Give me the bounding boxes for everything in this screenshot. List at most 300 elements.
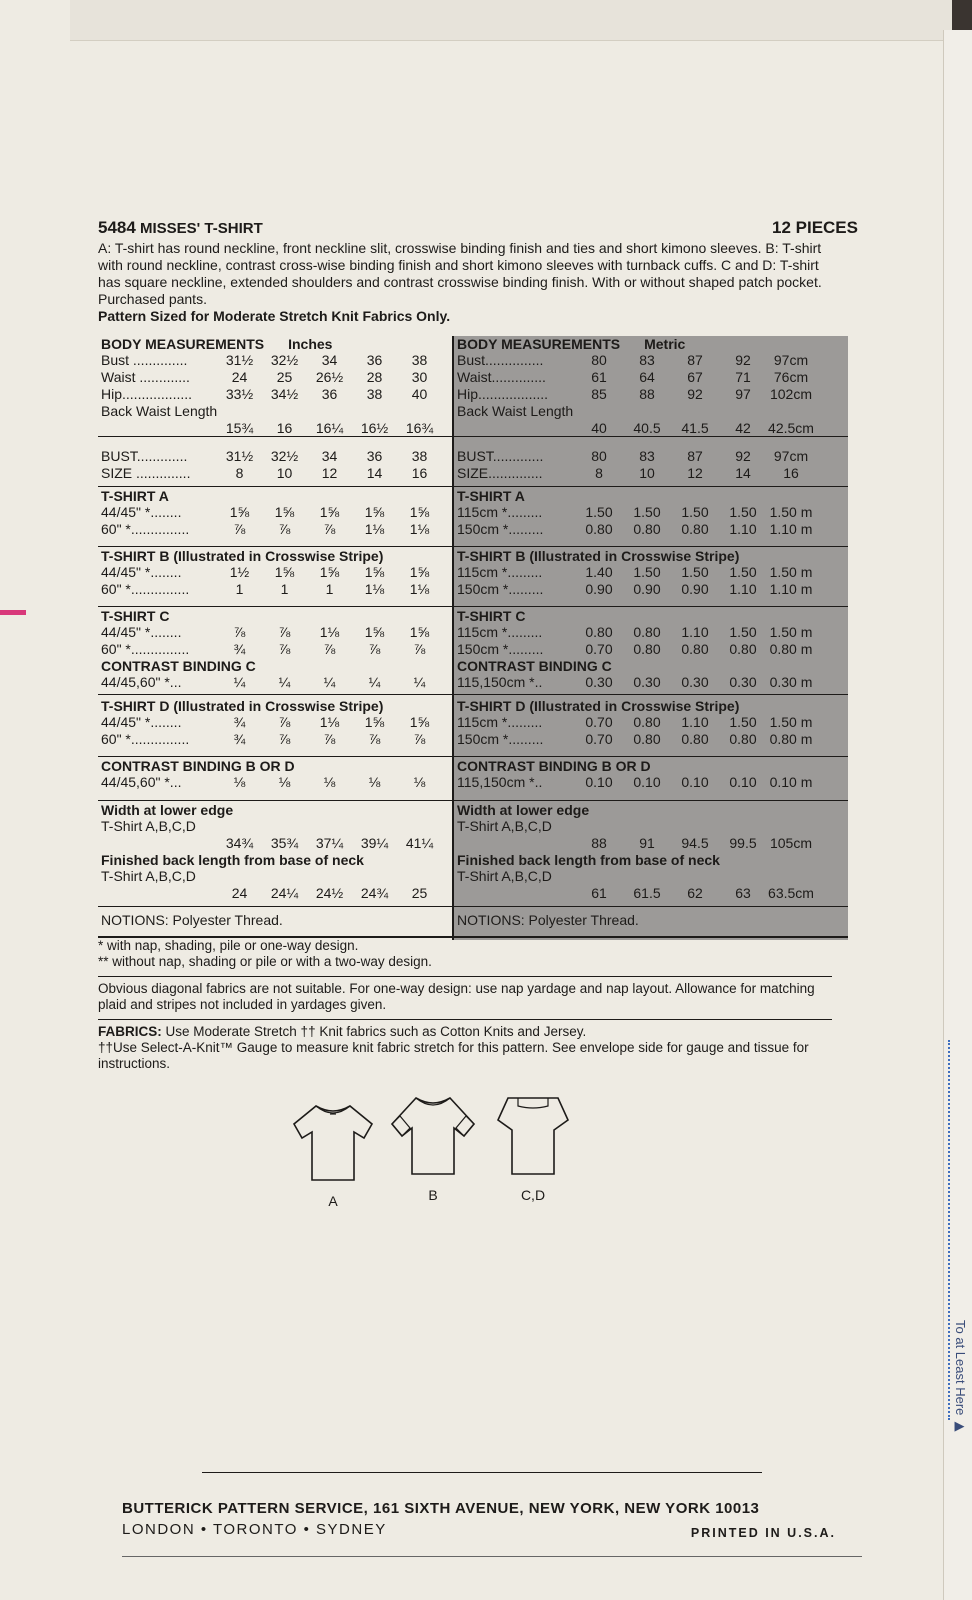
- metric-fbl-title: [454, 852, 848, 868]
- inches-a-title: [98, 488, 452, 504]
- inches-bust-value: 32½: [270, 352, 299, 368]
- metric-width-value: 94.5: [681, 835, 709, 851]
- inches-fbl-value: 24¼: [270, 885, 299, 901]
- metric-bust2-value: 92: [735, 448, 751, 464]
- footer-rule: [202, 1472, 762, 1473]
- inches-bust2-value: 31½: [225, 448, 254, 464]
- fabrics-text: Use Moderate Stretch †† Knit fabrics such as Cotton Knits and Jersey.: [161, 1024, 587, 1039]
- inches-b-r2-value: 1⅛: [409, 581, 430, 597]
- metric-d-r1-value: 0.70: [585, 714, 613, 730]
- metric-block-cbbd: [454, 758, 848, 801]
- inches-a-r2-value: ⅞: [233, 521, 246, 537]
- metric-row-bust2: [454, 448, 848, 465]
- inches-row-spacer: [98, 420, 217, 437]
- metric-a-r1-value: 1.50: [729, 504, 757, 520]
- metric-a-r1-value: 1.50 m: [769, 504, 813, 520]
- metric-c-r2-value: 0.70: [585, 641, 613, 657]
- inches-cbc-title: [98, 658, 452, 674]
- metric-table: [454, 336, 848, 940]
- metric-b-r1-value: 1.50: [681, 564, 709, 580]
- inches-cbbd-r1-value: ⅛: [323, 774, 336, 790]
- inches-row-d-r2: [98, 731, 452, 748]
- metric-block-size: [454, 448, 848, 487]
- inches-size-value: 16: [411, 465, 428, 481]
- gauge-note: ††Use Select-A-Knit™ Gauge to measure knit fabric stretch for this pattern. See envelope side for gauge and tissue for instructions.: [98, 1040, 809, 1071]
- metric-row-size: [454, 465, 848, 482]
- metric-row-cbc-r1: [454, 674, 848, 691]
- inches-bust2-value: 32½: [270, 448, 299, 464]
- inches-hip-label: Hip..................: [101, 386, 193, 402]
- metric-b-r2-value: 1.10: [729, 581, 757, 597]
- metric-width-title-text: Width at lower edge: [457, 802, 590, 818]
- inches-row-b-r1: [98, 564, 452, 581]
- inches-c-r1-value: ⅞: [278, 624, 291, 640]
- metric-unit-label: Metric: [644, 336, 686, 352]
- metric-b-r2-value: 0.90: [585, 581, 613, 597]
- inches-block-body: [98, 336, 452, 437]
- inches-row-c-r1: [98, 624, 452, 641]
- metric-hip-value: 92: [687, 386, 703, 402]
- metric-row-d-r2: [454, 731, 848, 748]
- inches-d-r2-value: ⅞: [323, 731, 336, 747]
- piece-count: 12 PIECES: [772, 218, 858, 237]
- metric-block-body: [454, 336, 848, 437]
- metric-size-label: SIZE..............: [457, 465, 543, 481]
- inches-a-r2-value: 1⅛: [409, 521, 430, 537]
- metric-b-r1-value: 1.50: [633, 564, 661, 580]
- metric-a-r1-value: 1.50: [633, 504, 661, 520]
- inches-width-value: 41¼: [405, 835, 434, 851]
- sketch-a-label: A: [328, 1193, 338, 1209]
- metric-width-value: 91: [639, 835, 655, 851]
- metric-a-r2-value: 1.10: [729, 521, 757, 537]
- metric-a-r2-value: 0.80: [585, 521, 613, 537]
- metric-cbbd-title: [454, 758, 848, 774]
- inches-fbl-value: 24¾: [360, 885, 389, 901]
- metric-b-r1-value: 1.50: [729, 564, 757, 580]
- metric-a-r1-value: 1.50: [681, 504, 709, 520]
- sketch-b-label: B: [428, 1187, 438, 1203]
- side-guide-text: To at Least Here ▶: [953, 1320, 968, 1434]
- printed-in: PRINTED IN U.S.A.: [690, 1526, 836, 1540]
- metric-c-r1-value: 1.50 m: [769, 624, 813, 640]
- metric-waist-value: 76cm: [773, 369, 809, 385]
- metric-b-r1-value: 1.40: [585, 564, 613, 580]
- inches-bwl-value: 15¾: [225, 420, 254, 436]
- inches-d-title: [98, 698, 452, 714]
- inches-fbl-sub: [98, 868, 452, 885]
- metric-waist-value: 64: [639, 369, 655, 385]
- pattern-title: MISSES' T-SHIRT: [140, 220, 263, 237]
- metric-row-b-r1: [454, 564, 848, 581]
- inches-block-c: [98, 608, 452, 695]
- metric-d-r1-value: 1.50: [729, 714, 757, 730]
- inches-cbc-r1-label: 44/45,60" *...: [101, 674, 182, 690]
- metric-cbc-title-text: CONTRAST BINDING C: [457, 658, 612, 674]
- inches-d-r2-value: ⅞: [368, 731, 381, 747]
- inches-cbbd-r1-value: ⅛: [233, 774, 246, 790]
- metric-a-r2-value: 0.80: [633, 521, 661, 537]
- inches-cbbd-r1-label: 44/45,60" *...: [101, 774, 182, 790]
- inches-cbc-r1-value: ¼: [233, 674, 246, 690]
- inches-d-r1-value: 1⅛: [319, 714, 340, 730]
- inches-b-title: [98, 548, 452, 564]
- metric-d-title-text: T-SHIRT D (Illustrated in Crosswise Stripe): [457, 698, 740, 714]
- metric-hip-value: 88: [639, 386, 655, 402]
- metric-hip-value: 97: [735, 386, 751, 402]
- tshirt-cd-icon: [488, 1090, 578, 1180]
- metric-row-a-r1: [454, 504, 848, 521]
- metric-c-title-text: T-SHIRT C: [457, 608, 526, 624]
- metric-d-r2-value: 0.80: [729, 731, 757, 747]
- inches-row-spacer: [98, 835, 217, 852]
- inches-d-r1-value: ⅞: [278, 714, 291, 730]
- inches-cbc-r1-value: ¼: [413, 674, 426, 690]
- inches-b-r2-value: 1: [280, 581, 289, 597]
- inches-size-value: 8: [235, 465, 244, 481]
- metric-notions: [454, 908, 848, 928]
- inches-c-r1-value: 1⅝: [409, 624, 430, 640]
- metric-cbc-r1-value: 0.30: [585, 674, 613, 690]
- inches-block-b: [98, 548, 452, 607]
- metric-cbbd-r1-label: 115,150cm *..: [457, 774, 543, 790]
- metric-cbc-title: [454, 658, 848, 674]
- inches-d-r1-value: ¾: [233, 714, 246, 730]
- inches-fbl-value: 25: [411, 885, 428, 901]
- inches-heading-text: BODY MEASUREMENTS: [101, 336, 265, 352]
- metric-b-r2-label: 150cm *.........: [457, 581, 544, 597]
- inches-c-r1-value: ⅞: [233, 624, 246, 640]
- metric-block-b: [454, 548, 848, 607]
- inches-c-r2-value: ⅞: [323, 641, 336, 657]
- inches-a-r2-value: 1⅛: [364, 521, 385, 537]
- diagonal-note: Obvious diagonal fabrics are not suitable. For one-way design: use nap yardage and nap layout. Allowance for matching plaid and stripes not included in yardages given.: [98, 981, 815, 1012]
- metric-a-r2-value: 1.10 m: [769, 521, 813, 537]
- metric-bust2-value: 83: [639, 448, 655, 464]
- metric-b-r2-value: 1.10 m: [769, 581, 813, 597]
- inches-width-value: 37¼: [315, 835, 344, 851]
- metric-width-value: 99.5: [729, 835, 757, 851]
- metric-row-spacer: [454, 835, 575, 852]
- inches-b-title-text: T-SHIRT B (Illustrated in Crosswise Stripe): [101, 548, 384, 564]
- inches-size-label: SIZE ..............: [101, 465, 191, 481]
- inches-bust2-value: 36: [366, 448, 383, 464]
- inches-b-r1-label: 44/45" *........: [101, 564, 182, 580]
- metric-row-hip: [454, 386, 848, 403]
- fabrics-note: [98, 1024, 858, 1040]
- metric-cbbd-r1-value: 0.10: [729, 774, 757, 790]
- metric-bust-value: 92: [735, 352, 751, 368]
- metric-row-waist: [454, 369, 848, 386]
- metric-a-r2-value: 0.80: [681, 521, 709, 537]
- footer-bottom-rule: [122, 1556, 862, 1557]
- metric-d-r2-value: 0.80: [681, 731, 709, 747]
- metric-d-title: [454, 698, 848, 714]
- metric-block-d: [454, 698, 848, 757]
- metric-c-r2-value: 0.80: [681, 641, 709, 657]
- metric-bust-label: Bust...............: [457, 352, 544, 368]
- metric-bwl-value: 42.5cm: [768, 420, 814, 436]
- inches-c-r2-value: ¾: [233, 641, 246, 657]
- inches-size-value: 10: [276, 465, 293, 481]
- metric-fbl-sub: [454, 868, 848, 885]
- metric-a-title-text: T-SHIRT A: [457, 488, 525, 504]
- metric-c-r2-value: 0.80: [633, 641, 661, 657]
- metric-notions-text: NOTIONS: Polyester Thread.: [457, 912, 639, 928]
- inches-a-r1-value: 1⅝: [319, 504, 340, 520]
- metric-block-c: [454, 608, 848, 695]
- metric-bust-value: 97cm: [773, 352, 809, 368]
- metric-heading: [454, 336, 848, 352]
- inches-row-c-r2: [98, 641, 452, 658]
- metric-cbbd-r1-value: 0.10: [585, 774, 613, 790]
- inches-b-r2-value: 1⅛: [364, 581, 385, 597]
- inches-a-r1-label: 44/45" *........: [101, 504, 182, 520]
- inches-size-value: 12: [321, 465, 338, 481]
- metric-width-sub-text: T-Shirt A,B,C,D: [457, 818, 552, 834]
- metric-row-cbbd-r1: [454, 774, 848, 791]
- inches-b-r1-value: 1⅝: [319, 564, 340, 580]
- metric-fbl-value: 61.5: [633, 885, 661, 901]
- inches-d-r1-value: 1⅝: [364, 714, 385, 730]
- publisher-cities: LONDON • TORONTO • SYDNEY: [122, 1521, 387, 1538]
- metric-waist-label: Waist..............: [457, 369, 546, 385]
- inches-row-d-r1: [98, 714, 452, 731]
- pink-mark: [0, 610, 26, 615]
- inches-bust2-value: 38: [411, 448, 428, 464]
- divider: [98, 1019, 832, 1020]
- inches-b-r1-value: 1½: [229, 564, 250, 580]
- inches-hip-value: 34½: [270, 386, 299, 402]
- inches-d-title-text: T-SHIRT D (Illustrated in Crosswise Stripe): [101, 698, 384, 714]
- inches-unit-label: Inches: [288, 336, 333, 352]
- metric-row-a-r2: [454, 521, 848, 538]
- inches-row-a-r1: [98, 504, 452, 521]
- metric-d-r1-value: 1.10: [681, 714, 709, 730]
- inches-a-title-text: T-SHIRT A: [101, 488, 169, 504]
- inches-bwl-label: [98, 403, 452, 420]
- inches-row-hip: [98, 386, 452, 403]
- inches-cbbd-r1-value: ⅛: [413, 774, 426, 790]
- envelope-flap: [70, 0, 952, 41]
- metric-block-notions: [454, 908, 848, 938]
- inches-row-cbbd-r1: [98, 774, 452, 791]
- tshirt-b-icon: [388, 1090, 478, 1180]
- metric-fbl-sub-text: T-Shirt A,B,C,D: [457, 868, 552, 884]
- metric-d-r1-label: 115cm *.........: [457, 714, 543, 730]
- tshirt-a-icon: [288, 1096, 378, 1186]
- inches-block-cbbd: [98, 758, 452, 801]
- sketch-b: [388, 1090, 478, 1203]
- metric-width-value: 105cm: [769, 835, 813, 851]
- metric-c-r1-label: 115cm *.........: [457, 624, 543, 640]
- inches-bwl-value: 16½: [360, 420, 389, 436]
- inches-fbl-value: 24½: [315, 885, 344, 901]
- metric-b-title: [454, 548, 848, 564]
- metric-c-r2-label: 150cm *.........: [457, 641, 544, 657]
- metric-width-value: 88: [591, 835, 607, 851]
- metric-a-r1-label: 115cm *.........: [457, 504, 543, 520]
- inches-bwl-value: 16¼: [315, 420, 344, 436]
- metric-hip-value: 85: [591, 386, 607, 402]
- inches-bwl-value: 16: [276, 420, 293, 436]
- inches-row-bust: [98, 352, 452, 369]
- metric-block-fin: [454, 802, 848, 907]
- metric-b-r2-value: 0.90: [681, 581, 709, 597]
- inches-a-r1-value: 1⅝: [364, 504, 385, 520]
- metric-d-r2-value: 0.80: [633, 731, 661, 747]
- inches-bust-value: 34: [321, 352, 338, 368]
- inches-row-size: [98, 465, 452, 482]
- metric-row-bwl: [454, 420, 848, 437]
- divider: [98, 976, 832, 977]
- inches-block-d: [98, 698, 452, 757]
- inches-d-r2-value: ⅞: [278, 731, 291, 747]
- metric-cbc-r1-value: 0.30: [681, 674, 709, 690]
- metric-d-r1-value: 1.50 m: [769, 714, 813, 730]
- inches-block-notions: [98, 908, 452, 938]
- metric-bust2-value: 87: [687, 448, 703, 464]
- pattern-title-group: [98, 218, 263, 238]
- metric-width-title: [454, 802, 848, 818]
- inches-waist-value: 24: [231, 369, 248, 385]
- inches-fbl-value: 24: [231, 885, 248, 901]
- metric-b-r1-value: 1.50 m: [769, 564, 813, 580]
- metric-d-r1-value: 0.80: [633, 714, 661, 730]
- inches-a-r2-value: ⅞: [323, 521, 336, 537]
- metric-c-title: [454, 608, 848, 624]
- metric-size-value: 12: [687, 465, 703, 481]
- inches-notions: [98, 908, 452, 928]
- metric-cbc-r1-value: 0.30: [633, 674, 661, 690]
- metric-heading-text: BODY MEASUREMENTS: [457, 336, 621, 352]
- inches-d-r2-value: ¾: [233, 731, 246, 747]
- metric-cbbd-r1-value: 0.10: [681, 774, 709, 790]
- inches-c-r2-value: ⅞: [413, 641, 426, 657]
- inches-width-title: [98, 802, 452, 818]
- pattern-header: [98, 218, 858, 238]
- inches-waist-label: Waist .............: [101, 369, 190, 385]
- inches-fbl-title: [98, 852, 452, 868]
- metric-cbc-r1-value: 0.30 m: [769, 674, 813, 690]
- inches-bwl-value: 16¾: [405, 420, 434, 436]
- metric-size-value: 14: [735, 465, 751, 481]
- sketch-cd-label: C,D: [520, 1187, 546, 1203]
- inches-c-title: [98, 608, 452, 624]
- inches-row-spacer: [98, 885, 217, 902]
- metric-size-value: 8: [595, 465, 603, 481]
- envelope-side-flap: [943, 30, 972, 1600]
- inches-bust-value: 38: [411, 352, 428, 368]
- inches-cbc-r1-value: ¼: [368, 674, 381, 690]
- metric-bust2-value: 97cm: [773, 448, 809, 464]
- metric-fbl-title-text: Finished back length from base of neck: [457, 852, 720, 868]
- inches-cbbd-r1-value: ⅛: [278, 774, 291, 790]
- inches-cbbd-title-text: CONTRAST BINDING B OR D: [101, 758, 295, 774]
- inches-c-title-text: T-SHIRT C: [101, 608, 170, 624]
- inches-block-a: [98, 488, 452, 547]
- inches-waist-value: 26½: [315, 369, 344, 385]
- inches-b-r2-label: 60" *...............: [101, 581, 190, 597]
- metric-bust2-label: BUST.............: [457, 448, 544, 464]
- inches-c-r2-label: 60" *...............: [101, 641, 190, 657]
- metric-a-r2-label: 150cm *.........: [457, 521, 544, 537]
- inches-cbc-r1-value: ¼: [323, 674, 336, 690]
- inches-hip-value: 36: [321, 386, 338, 402]
- inches-cbc-title-text: CONTRAST BINDING C: [101, 658, 256, 674]
- inches-bust2-value: 34: [321, 448, 338, 464]
- metric-size-value: 16: [783, 465, 799, 481]
- metric-cbc-r1-label: 115,150cm *..: [457, 674, 543, 690]
- metric-fbl-value: 63.5cm: [768, 885, 814, 901]
- nap-note: * with nap, shading, pile or one-way design.: [98, 938, 359, 953]
- inches-width-sub-text: T-Shirt A,B,C,D: [101, 818, 196, 834]
- description-text: A: T-shirt has round neckline, front neckline slit, crosswise binding finish and ties and short kimono sleeves. B: T-shirt with round neckline, contrast cross-wise binding finish and short kimono sleeves with turnback cuffs. C and D: T-shirt has square neckline, extended shoulders and contrast crosswise binding finish. With or without shaped patch pocket. Purchased pants.: [98, 240, 822, 307]
- sketch-cd: [488, 1090, 578, 1203]
- metric-row-c-r2: [454, 641, 848, 658]
- metric-c-r1-value: 1.10: [681, 624, 709, 640]
- inches-waist-value: 30: [411, 369, 428, 385]
- metric-d-r2-value: 0.80 m: [769, 731, 813, 747]
- metric-fbl-value: 61: [591, 885, 607, 901]
- inches-waist-value: 25: [276, 369, 293, 385]
- sketch-a: [288, 1096, 378, 1209]
- metric-cbbd-r1-value: 0.10 m: [769, 774, 813, 790]
- inches-table: [98, 336, 454, 940]
- inches-d-r2-label: 60" *...............: [101, 731, 190, 747]
- without-nap-note: ** without nap, shading or pile or with a two-way design.: [98, 954, 432, 969]
- inches-fbl-sub-text: T-Shirt A,B,C,D: [101, 868, 196, 884]
- inches-b-r1-value: 1⅝: [409, 564, 430, 580]
- inches-row-waist: [98, 369, 452, 386]
- metric-hip-label: Hip..................: [457, 386, 549, 402]
- fabrics-label: FABRICS:: [98, 1024, 162, 1039]
- metric-b-r1-label: 115cm *.........: [457, 564, 543, 580]
- inches-b-r1-value: 1⅝: [274, 564, 295, 580]
- inches-a-r1-value: 1⅝: [409, 504, 430, 520]
- metric-fbl-value: 62: [687, 885, 703, 901]
- metric-b-r2-value: 0.90: [633, 581, 661, 597]
- measurement-tables: [98, 336, 858, 940]
- inches-row-bwl: [98, 420, 452, 437]
- metric-fbl-value: 63: [735, 885, 751, 901]
- pattern-description: [98, 240, 838, 325]
- inches-heading: [98, 336, 452, 352]
- inches-width-value: 35¾: [270, 835, 299, 851]
- inches-b-r2-value: 1: [325, 581, 334, 597]
- metric-c-r2-value: 0.80: [729, 641, 757, 657]
- inches-width-value: 34¾: [225, 835, 254, 851]
- metric-d-r2-value: 0.70: [585, 731, 613, 747]
- inches-hip-value: 33½: [225, 386, 254, 402]
- metric-c-r1-value: 1.50: [729, 624, 757, 640]
- inches-d-r1-value: 1⅝: [409, 714, 430, 730]
- metric-b-title-text: T-SHIRT B (Illustrated in Crosswise Stripe): [457, 548, 740, 564]
- metric-bust-value: 83: [639, 352, 655, 368]
- inches-row-cbc-r1: [98, 674, 452, 691]
- inches-c-r1-label: 44/45" *........: [101, 624, 182, 640]
- inches-width-title-text: Width at lower edge: [101, 802, 234, 818]
- metric-c-r2-value: 0.80 m: [769, 641, 813, 657]
- inches-row-b-r2: [98, 581, 452, 598]
- inches-bust-value: 36: [366, 352, 383, 368]
- metric-row-spacer: [454, 420, 575, 437]
- inches-c-r1-value: 1⅛: [319, 624, 340, 640]
- inches-size-value: 14: [366, 465, 383, 481]
- metric-c-r1-value: 0.80: [633, 624, 661, 640]
- metric-bust-value: 87: [687, 352, 703, 368]
- inches-a-r1-value: 1⅝: [274, 504, 295, 520]
